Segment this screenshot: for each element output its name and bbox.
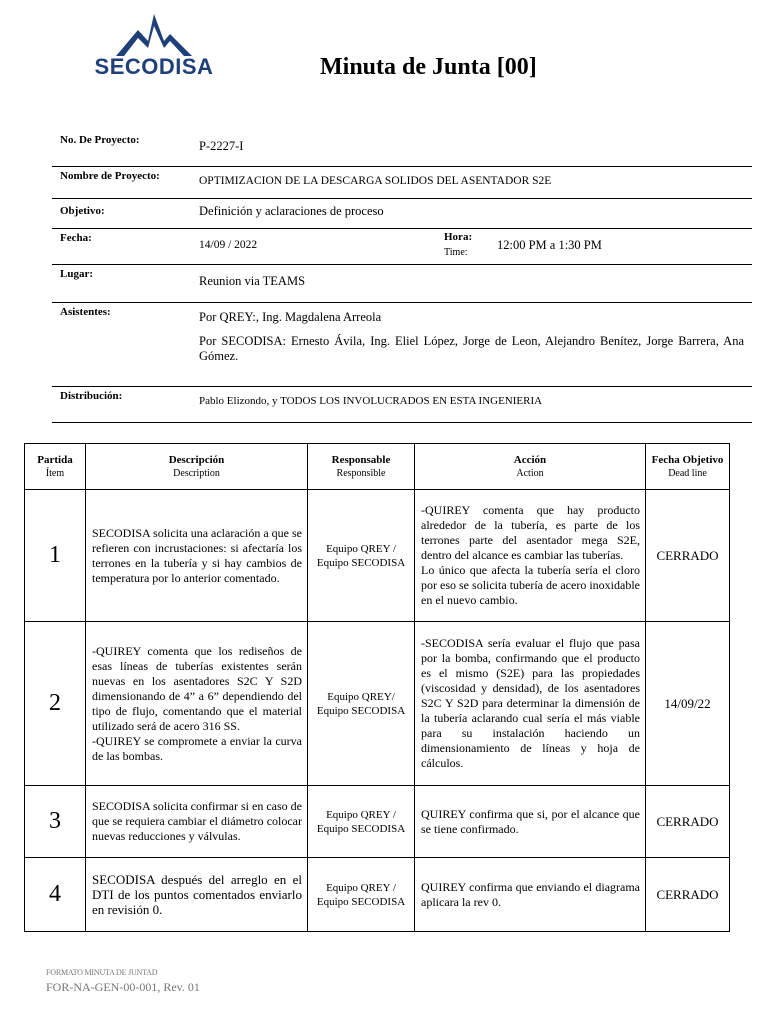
table-row — [25, 622, 730, 786]
table-row — [25, 786, 730, 858]
hora-label: Hora: — [444, 231, 473, 243]
info-row-asistentes — [52, 303, 752, 387]
hora-value: 12:00 PM a 1:30 PM — [497, 238, 602, 252]
mountain-logo-icon — [92, 14, 216, 56]
row-deadline: CERRADO — [646, 786, 730, 858]
lugar-label: Lugar: — [60, 268, 93, 280]
distribucion-label: Distribución: — [60, 390, 123, 402]
row-deadline: 14/09/22 — [646, 622, 730, 786]
proyecto-label: No. De Proyecto: — [60, 134, 140, 146]
row-responsible: Equipo QREY / Equipo SECODISA — [308, 786, 415, 858]
row-deadline: CERRADO — [646, 490, 730, 622]
row-action: QUIREY confirma que enviando el diagrama aplicara la rev 0. — [415, 858, 646, 932]
row-description: -QUIREY comenta que los rediseños de esas líneas de tuberías existentes serán nuevas en los asentadores S2C Y S2D dimensionando de 4” a 6” dependiendo del tipo de flujo, comentando que el material utilizado será de acero 316 SS. -QUIREY se compromete a enviar la curva de las bombas. — [86, 622, 308, 786]
asistentes-label: Asistentes: — [60, 306, 111, 318]
asistentes-qrey: Por QREY:, Ing. Magdalena Arreola — [199, 310, 382, 324]
row-action: -SECODISA sería evaluar el flujo que pasa por la bomba, confirmando que el producto es el mismo (S2E) para las propiedades (viscosidad y densidad), de los asentadores S2C Y S2D para determinar la dimensión de la tubería aclarando cual sería el más viable para su instalación haciendo un dimensionamiento de líneas y hoja de cálculos. — [415, 622, 646, 786]
table-row — [25, 858, 730, 932]
nombre-label: Nombre de Proyecto: — [60, 170, 160, 182]
info-row-distribucion — [52, 387, 752, 423]
header-responsable: Responsable Responsible — [308, 444, 415, 490]
lugar-value: Reunion via TEAMS — [199, 274, 306, 288]
objetivo-value: Definición y aclaraciones de proceso — [199, 204, 384, 218]
row-action: -QUIREY comenta que hay producto alrededor de la tubería, es parte de los terrones parte del asentador mega S2E, dentro del alcance es cambiar las tuberías. Lo único que afecta la tubería sería el cloro por eso se solicita tubería de acero inoxidable en el nuevo cambio. — [415, 490, 646, 622]
table-row — [25, 490, 730, 622]
info-row-proyecto — [52, 130, 752, 167]
document-title: Minuta de Junta [00] — [320, 54, 537, 80]
company-logo — [92, 14, 216, 80]
info-row-fecha — [52, 229, 752, 265]
info-row-objetivo — [52, 199, 752, 229]
distribucion-value: Pablo Elizondo, y TODOS LOS INVOLUCRADOS EN ESTA INGENIERIA — [199, 395, 543, 407]
header-fecha: Fecha Objetivo Dead line — [646, 444, 730, 490]
row-deadline: CERRADO — [646, 858, 730, 932]
row-description: SECODISA después del arreglo en el DTI de los puntos comentados enviarlo en revisión 0. — [86, 858, 308, 932]
row-number: 3 — [25, 786, 86, 858]
logo-text: SECODISA — [94, 54, 214, 79]
footer-form-code: FOR-NA-GEN-00-001, Rev. 01 — [46, 980, 200, 994]
minutes-table — [24, 443, 730, 932]
fecha-value: 14/09 / 2022 — [199, 239, 258, 251]
hora-sub-label: Time: — [444, 247, 468, 258]
proyecto-value: P-2227-I — [199, 139, 244, 153]
header-descripcion: Descripción Description — [86, 444, 308, 490]
row-description: SECODISA solicita una aclaración a que se refieren con incrustaciones: si afectaría los terrones en la tubería y si hay cambios de temperatura por lo anterior comentado. — [86, 490, 308, 622]
row-action: QUIREY confirma que si, por el alcance que se tiene confirmado. — [415, 786, 646, 858]
nombre-value: OPTIMIZACION DE LA DESCARGA SOLIDOS DEL ASENTADOR S2E — [199, 175, 552, 187]
header-partida: Partida Ítem — [25, 444, 86, 490]
row-description: SECODISA solicita confirmar si en caso de que se requiera cambiar el diámetro colocar nuevas reducciones y válvulas. — [86, 786, 308, 858]
footer-form-name: FORMATO MINUTA DE JUNTAD — [46, 968, 158, 977]
info-row-nombre — [52, 167, 752, 199]
row-responsible: Equipo QREY / Equipo SECODISA — [308, 490, 415, 622]
fecha-label: Fecha: — [60, 232, 92, 244]
row-number: 2 — [25, 622, 86, 786]
row-number: 1 — [25, 490, 86, 622]
table-header-row — [25, 444, 730, 490]
row-number: 4 — [25, 858, 86, 932]
objetivo-label: Objetivo: — [60, 205, 105, 217]
row-responsible: Equipo QREY/ Equipo SECODISA — [308, 622, 415, 786]
header-accion: Acción Action — [415, 444, 646, 490]
asistentes-secodisa: Por SECODISA: Ernesto Ávila, Ing. Eliel López, Jorge de Leon, Alejandro Benítez, Jorge Barrera, Ana Gómez. — [199, 334, 744, 363]
row-responsible: Equipo QREY / Equipo SECODISA — [308, 858, 415, 932]
info-row-lugar — [52, 265, 752, 303]
